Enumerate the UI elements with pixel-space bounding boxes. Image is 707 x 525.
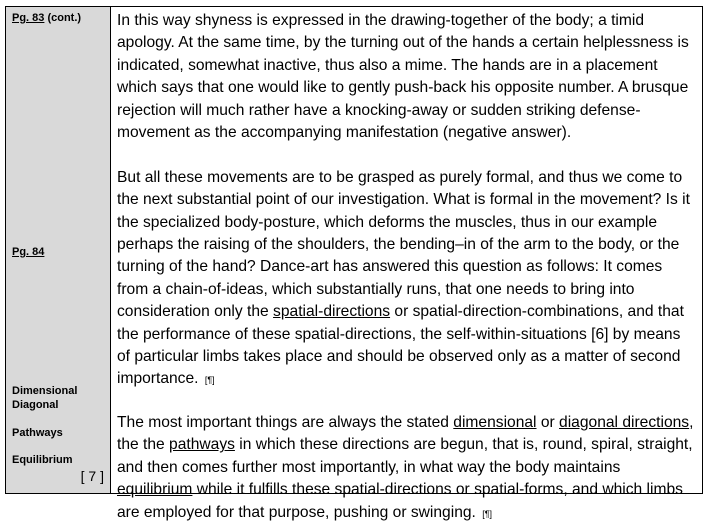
body-text-column xyxy=(111,7,702,521)
pilcrow-icon: [¶] xyxy=(204,375,215,386)
page-link-83[interactable]: Pg. 83 xyxy=(12,12,45,24)
page-ref-83 xyxy=(12,12,81,24)
link-pathways[interactable]: pathways xyxy=(169,436,235,454)
document-table xyxy=(5,6,703,521)
link-equilibrium[interactable]: equilibrium xyxy=(117,481,193,499)
page-ref-84 xyxy=(12,246,44,258)
margin-notes-column xyxy=(6,7,111,493)
page-link-84[interactable]: Pg. 84 xyxy=(12,246,45,258)
text-segment: in which these directions are begun, that is, round, spiral, straight, and then comes further most importantly, in what way the body maintains xyxy=(117,436,693,476)
paragraph-directions xyxy=(117,412,696,525)
link-dimensional[interactable]: dimensional xyxy=(453,413,537,431)
text-segment: while it fulfills these spatial-directions or spatial-forms, and which limbs are employed for that purpose, pushing or swinging. xyxy=(117,481,683,521)
text-segment: or xyxy=(536,413,560,431)
paragraph-formal-movement xyxy=(117,167,696,392)
note-dimensional: Dimensional xyxy=(12,385,78,397)
note-pathways: Pathways xyxy=(12,427,63,439)
text-segment: , the the xyxy=(117,413,694,454)
text-segment: or spatial-direction-combinations, and that the performance of these spatial-directions, the self-within-situations [6] by means of particular limbs takes place and should be observed only as a matter of second importance. xyxy=(117,303,684,388)
note-equilibrium: Equilibrium xyxy=(12,454,73,466)
footnote-marker: [ 7 ] xyxy=(80,468,104,484)
cont-suffix: (cont.) xyxy=(44,12,82,24)
link-diagonal-directions[interactable]: diagonal directions xyxy=(559,413,690,431)
paragraph-shyness: In this way shyness is expressed in the drawing-together of the body; a timid apology. At the same time, by the turning out of the hands a certain helplessness is indicated, somewhat inactive, thus also a mime. The hands are in a placement which says that one would like to gently push-back his opposite number. A brusque rejection will much rather have a knocking-away or sudden striking defense-movement as the accompanying manifestation (negative answer). xyxy=(117,12,689,142)
link-spatial-directions[interactable]: spatial-directions xyxy=(273,303,391,321)
text-segment: But all these movements are to be grasped as purely formal, and thus we come to the next substantial point of our investigation. What is formal in the movement? Is it the specialized body-posture, which deforms the muscles, thus in our example perhaps the raising of the shoulders, the bending–in of the arm to the body, or the turning of the hand? Dance-art has answered this question as follows: It comes from a chain-of-ideas, which substantially runs, that one needs to bring into consideration only the xyxy=(117,168,690,321)
pilcrow-icon: [¶] xyxy=(482,508,493,519)
note-diagonal: Diagonal xyxy=(12,399,59,411)
text-segment: The most important things are always the stated xyxy=(117,413,454,431)
